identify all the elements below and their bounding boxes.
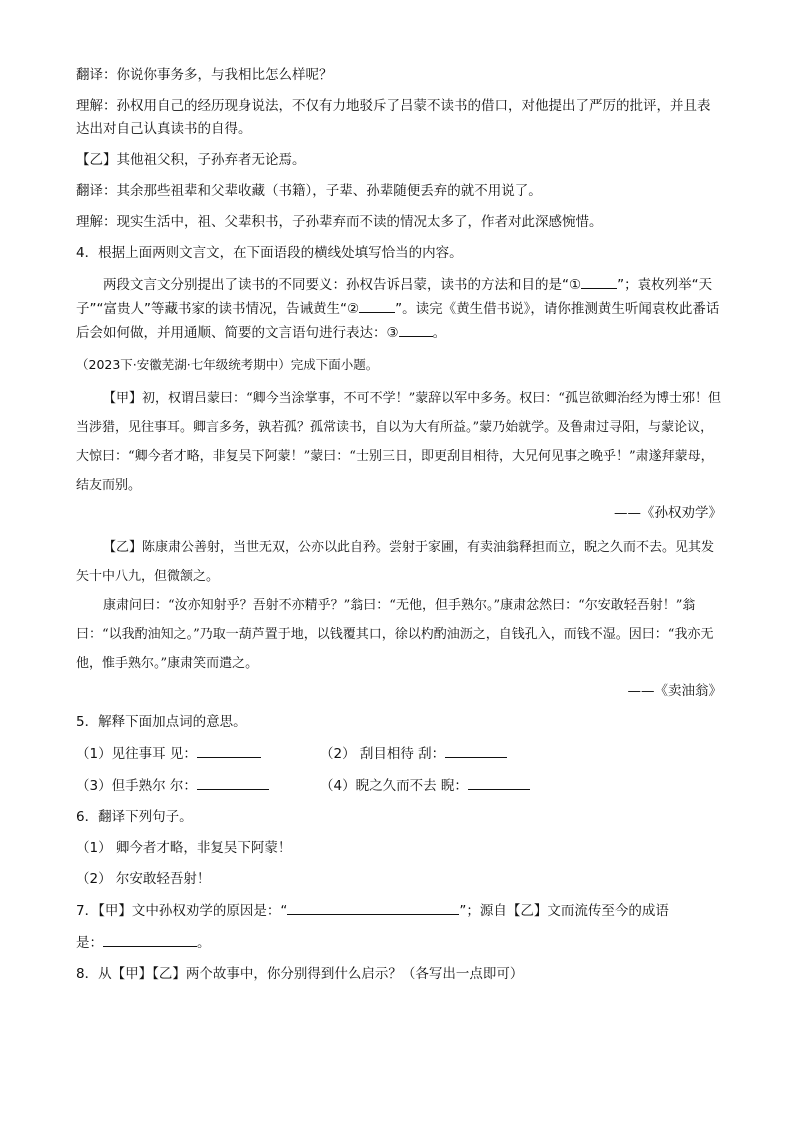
passage-yi-paragraph-1: 【乙】陈康肃公善射，当世无双，公亦以此自矜。尝射于家圃，有卖油翁释担而立，睨之久而不去。见其发矢十中八九，但微颔之。	[76, 540, 715, 584]
question-4-title: 4．根据上面两则文言文，在下面语段的横线处填写恰当的内容。	[76, 245, 463, 261]
translation-line-2: 翻译：其余那些祖辈和父辈收藏（书籍），子辈、孙辈随便丢弃的就不用说了。	[76, 183, 542, 199]
q7-text-b: ”；源自【乙】文而流传至今的成语	[459, 903, 669, 919]
q6-sentence-2: （2） 尔安敢轻吾射！	[76, 871, 211, 887]
passage-jia: 【甲】初，权谓吕蒙曰：“卿今当涂掌事，不可不学！”蒙辞以军中多务。权曰：“孤岂欲卿治经为博士邪！但当涉猎，见往事耳。卿言多务，孰若孤？孤常读书，自以为大有所益。”蒙乃始就学。及鲁肃过寻阳，与蒙论议，大惊曰：“卿今者才略，非复吴下阿蒙！”蒙曰：“士别三日，即更刮目相待，大兄何见事之晚乎！”肃遂拜蒙母，结友而别。	[76, 391, 721, 493]
q5-blank-1[interactable]	[197, 742, 261, 758]
question-6-title: 6．翻译下列句子。	[76, 809, 193, 825]
q5-item-4	[320, 774, 722, 798]
q5-blank-4[interactable]	[468, 774, 530, 790]
q5-item-3	[76, 774, 320, 798]
document-content	[76, 64, 722, 994]
question-5-row-2	[76, 774, 722, 798]
q6-sentence-1: （1） 卿今者才略，非复吴下阿蒙！	[76, 840, 292, 856]
answer-blank-2[interactable]	[359, 297, 395, 313]
q7-text-a: 7．【甲】文中孙权劝学的原因是：“	[76, 903, 288, 919]
answer-blank-1[interactable]	[581, 273, 617, 289]
question-4-passage	[76, 273, 722, 345]
q4-text-3: ”。读完《黄生借书说》，请你推测黄生听闻袁枚此番话后会如何做，并用通顺、简要的文言语句进行表达：③	[76, 301, 720, 341]
yi-quote-line: 【乙】其他祖父积，子孙弃者无论焉。	[76, 152, 306, 168]
q5-item-1	[76, 742, 320, 766]
q5-item-4-label: （4）睨之久而不去 睨：	[320, 778, 468, 794]
q5-item-1-label: （1）见往事耳 见：	[76, 746, 197, 762]
question-8-title: 8．从【甲】【乙】两个故事中，你分别得到什么启示？（各写出一点即可）	[76, 966, 524, 982]
q7-text-c: 是：	[76, 935, 103, 951]
question-7-line-2	[76, 931, 722, 955]
passage-jia-source: ——《孙权劝学》	[614, 505, 722, 521]
q7-blank-2[interactable]	[103, 931, 197, 947]
q5-blank-2[interactable]	[445, 742, 507, 758]
passage-yi-paragraph-2: 康肃问曰：“汝亦知射乎？吾射不亦精乎？”翁曰：“无他，但手熟尔。”康肃忿然曰：“尔安敢轻吾射！”翁曰：“以我酌油知之。”乃取一葫芦置于地，以钱覆其口，徐以杓酌油沥之，自钱孔入，而钱不湿。因曰：“我亦无他，惟手熟尔。”康肃笑而遣之。	[76, 598, 714, 671]
translation-line-1: 翻译：你说你事务多，与我相比怎么样呢？	[76, 67, 333, 83]
q7-blank-1[interactable]	[287, 899, 459, 915]
q5-item-3-label: （3）但手熟尔 尔：	[76, 778, 197, 794]
question-5-title: 5．解释下面加点词的意思。	[76, 714, 247, 730]
q4-text-4: 。	[432, 325, 447, 341]
q5-item-2-label: （2） 刮目相待 刮：	[320, 746, 446, 762]
question-7-line-1	[76, 899, 722, 923]
q4-text-2: ”；袁枚列举“天子”“富贵人”等藏书家的读书情况，告诫黄生“②	[76, 277, 713, 317]
question-5-row-1	[76, 742, 722, 766]
q5-blank-3[interactable]	[197, 774, 269, 790]
answer-blank-3[interactable]	[399, 321, 433, 337]
exam-source-line: （2023下·安徽芜湖·七年级统考期中）完成下面小题。	[76, 357, 379, 372]
q7-text-d: 。	[197, 935, 211, 951]
q5-item-2	[320, 742, 722, 766]
q4-text-1: 两段文言文分别提出了读书的不同要义：孙权告诉吕蒙，读书的方法和目的是“①	[103, 277, 582, 293]
understanding-paragraph-1: 理解：孙权用自己的经历现身说法，不仅有力地驳斥了吕蒙不读书的借口，对他提出了严厉的批评，并且表达出对自己认真读书的自得。	[76, 98, 711, 137]
understanding-paragraph-2: 理解：现实生活中，祖、父辈积书，子孙辈弃而不读的情况太多了，作者对此深感惋惜。	[76, 214, 603, 230]
passage-yi-source: ——《卖油翁》	[627, 683, 722, 699]
